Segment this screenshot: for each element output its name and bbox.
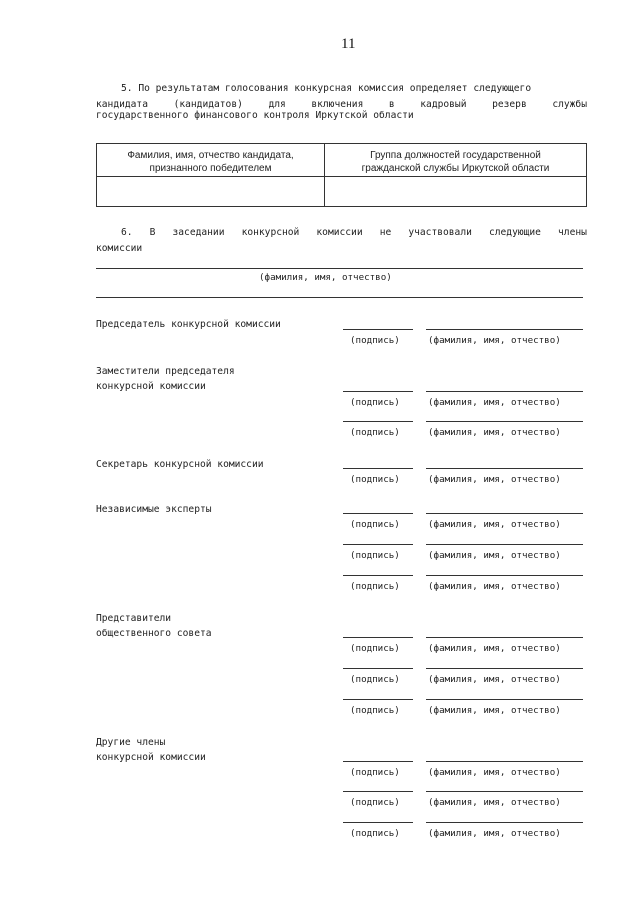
signature-line[interactable]: [343, 791, 413, 792]
word: кандидата: [96, 99, 148, 110]
signature-line[interactable]: [343, 575, 413, 576]
other-members-label-2: конкурсной комиссии: [96, 752, 206, 763]
signature-caption: (подпись): [350, 767, 400, 778]
fio-line[interactable]: [426, 329, 583, 330]
fio-caption: (фамилия, имя, отчество): [428, 643, 561, 654]
fio-line[interactable]: [426, 668, 583, 669]
word: (кандидатов): [173, 99, 243, 110]
section5-line3: государственного финансового контроля Иркутской области: [96, 110, 414, 121]
signature-line[interactable]: [343, 761, 413, 762]
section5-line1: 5. По результатам голосования конкурсная комиссия определяет следующего: [121, 83, 532, 94]
fio-caption: (фамилия, имя, отчество): [428, 519, 561, 530]
signature-line[interactable]: [343, 468, 413, 469]
word: В: [149, 227, 156, 238]
word: службы: [552, 99, 587, 110]
signature-line[interactable]: [343, 391, 413, 392]
signature-line[interactable]: [343, 668, 413, 669]
fio-line[interactable]: [426, 544, 583, 545]
word: в: [388, 99, 395, 110]
chair-label: Председатель конкурсной комиссии: [96, 319, 281, 330]
signature-caption: (подпись): [350, 797, 400, 808]
fio-line[interactable]: [426, 468, 583, 469]
fio-caption: (фамилия, имя, отчество): [428, 674, 561, 685]
fio-line[interactable]: [426, 761, 583, 762]
table-cell-candidate[interactable]: [97, 177, 325, 207]
fio-line[interactable]: [426, 421, 583, 422]
fio-caption: (фамилия, имя, отчество): [428, 581, 561, 592]
winners-table: [96, 143, 587, 207]
signature-line[interactable]: [343, 637, 413, 638]
page-number: 11: [341, 36, 356, 52]
secretary-label: Секретарь конкурсной комиссии: [96, 459, 264, 470]
table-header-candidate: Фамилия, имя, отчество кандидата, признанного победителем: [97, 144, 325, 177]
signature-caption: (подпись): [350, 335, 400, 346]
fio-caption: (фамилия, имя, отчество): [428, 705, 561, 716]
fio-caption: (фамилия, имя, отчество): [428, 335, 561, 346]
fio-line[interactable]: [426, 699, 583, 700]
fio-caption: (фамилия, имя, отчество): [428, 767, 561, 778]
experts-label: Независимые эксперты: [96, 504, 212, 515]
deputies-label-1: Заместители председателя: [96, 366, 235, 377]
public-council-label-1: Представители: [96, 613, 172, 624]
other-members-label-1: Другие члены: [96, 737, 166, 748]
signature-caption: (подпись): [350, 828, 400, 839]
word: резерв: [492, 99, 527, 110]
signature-caption: (подпись): [350, 519, 400, 530]
table-row: [97, 177, 587, 207]
signature-line[interactable]: [343, 513, 413, 514]
table-cell-position-group[interactable]: [325, 177, 587, 207]
signature-line[interactable]: [343, 329, 413, 330]
signature-caption: (подпись): [350, 581, 400, 592]
fio-line[interactable]: [426, 391, 583, 392]
section6-line2: комиссии: [96, 243, 143, 254]
section5-line2: [96, 99, 587, 110]
word: комиссии: [316, 227, 363, 238]
word: включения: [311, 99, 364, 110]
signature-line[interactable]: [343, 699, 413, 700]
fio-caption: (фамилия, имя, отчество): [428, 474, 561, 485]
fio-line[interactable]: [426, 513, 583, 514]
signature-line[interactable]: [343, 421, 413, 422]
word: 6.: [121, 227, 133, 238]
absent-members-caption: (фамилия, имя, отчество): [259, 272, 392, 283]
absent-members-line-2[interactable]: [96, 297, 583, 298]
public-council-label-2: общественного совета: [96, 628, 212, 639]
word: конкурсной: [241, 227, 300, 238]
deputies-label-2: конкурсной комиссии: [96, 381, 206, 392]
fio-caption: (фамилия, имя, отчество): [428, 397, 561, 408]
word: следующие: [488, 227, 541, 238]
table-header-position-group: Группа должностей государственной гражданской службы Иркутской области: [325, 144, 587, 177]
fio-caption: (фамилия, имя, отчество): [428, 828, 561, 839]
signature-caption: (подпись): [350, 397, 400, 408]
signature-caption: (подпись): [350, 705, 400, 716]
word: кадровый: [420, 99, 467, 110]
signature-line[interactable]: [343, 544, 413, 545]
table-header-row: [97, 144, 587, 177]
fio-caption: (фамилия, имя, отчество): [428, 550, 561, 561]
signature-caption: (подпись): [350, 474, 400, 485]
fio-line[interactable]: [426, 791, 583, 792]
word: не: [379, 227, 392, 238]
fio-caption: (фамилия, имя, отчество): [428, 427, 561, 438]
word: заседании: [172, 227, 225, 238]
word: для: [268, 99, 286, 110]
fio-line[interactable]: [426, 822, 583, 823]
signature-caption: (подпись): [350, 427, 400, 438]
fio-caption: (фамилия, имя, отчество): [428, 797, 561, 808]
section6-line1: [121, 227, 587, 238]
signature-caption: (подпись): [350, 643, 400, 654]
signature-caption: (подпись): [350, 674, 400, 685]
absent-members-line-1[interactable]: [96, 268, 583, 269]
signature-line[interactable]: [343, 822, 413, 823]
word: члены: [558, 227, 587, 238]
fio-line[interactable]: [426, 637, 583, 638]
fio-line[interactable]: [426, 575, 583, 576]
signature-caption: (подпись): [350, 550, 400, 561]
word: участвовали: [408, 227, 472, 238]
